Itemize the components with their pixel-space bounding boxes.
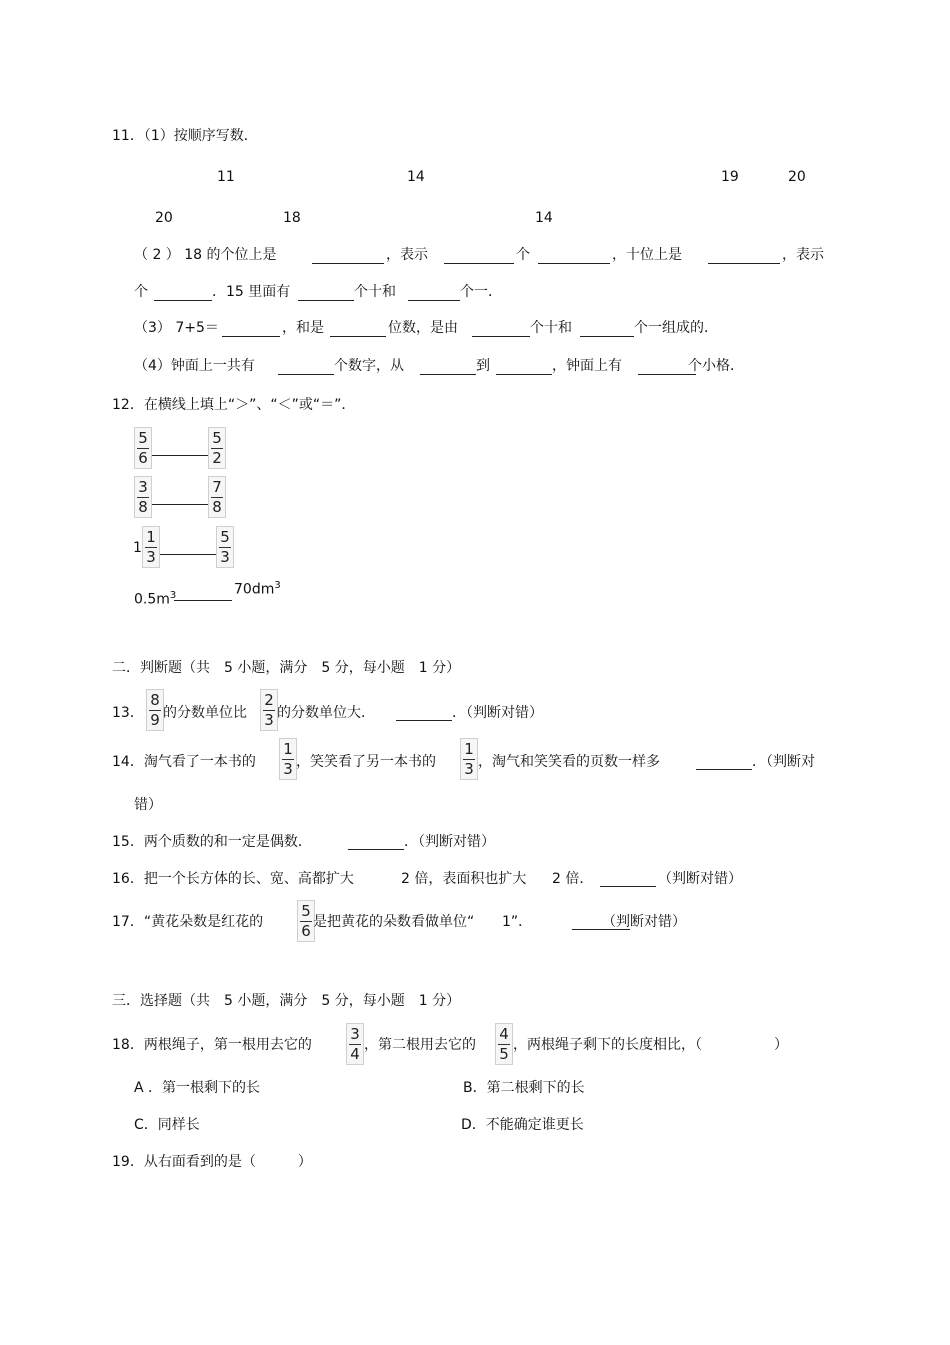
q11-3-text: 位数，是由: [388, 320, 458, 336]
answer-blank[interactable]: [600, 886, 656, 887]
q11-3-text: ，和是: [282, 320, 324, 336]
answer-blank[interactable]: [298, 300, 354, 301]
q11-3-text: 个一组成的．: [634, 320, 718, 336]
q11-2-text: （ 2 ） 18 的个位上是: [134, 247, 277, 263]
answer-blank[interactable]: [420, 374, 476, 375]
fraction: 8 9: [146, 689, 164, 731]
seq-number: 20: [788, 169, 806, 185]
q11-4-text: 个小格．: [688, 358, 744, 374]
q11-2-text: ．15 里面有: [212, 284, 291, 300]
answer-blank[interactable]: [696, 769, 752, 770]
mixed-number-whole: 1: [133, 540, 142, 556]
fraction: 7 8: [208, 476, 226, 518]
fraction: 1 3: [142, 526, 160, 568]
answer-blank[interactable]: [444, 263, 514, 264]
q13-text: 的分数单位大．: [277, 705, 375, 721]
seq-number: 14: [407, 169, 425, 185]
q17-text: （判断对错）: [602, 914, 686, 930]
q11-2-text: ，表示: [782, 247, 824, 263]
option-c[interactable]: C．同样长: [134, 1117, 200, 1133]
answer-blank[interactable]: [538, 263, 610, 264]
answer-blank[interactable]: [160, 554, 216, 555]
q18-text: ，第二根用去它的: [364, 1037, 476, 1053]
seq-number: 11: [217, 169, 235, 185]
q15-text: 15．两个质数的和一定是偶数．: [112, 834, 312, 850]
answer-blank[interactable]: [174, 600, 232, 601]
q11-4-text: ，钟面上有: [552, 358, 622, 374]
section-heading: 二．判断题（共 5 小题，满分 5 分，每小题 1 分）: [112, 660, 461, 676]
q13-text: ．（判断对错）: [452, 705, 543, 721]
q14-text: ，笑笑看了另一本书的: [296, 754, 436, 770]
q17-text: 17．“黄花朵数是红花的: [112, 914, 264, 930]
fraction: 3 8: [134, 476, 152, 518]
q11-2-text: ，十位上是: [612, 247, 682, 263]
q11-2-text: 个: [516, 247, 530, 263]
section-heading: 三．选择题（共 5 小题，满分 5 分，每小题 1 分）: [112, 993, 461, 1009]
seq-number: 18: [283, 210, 301, 226]
option-d[interactable]: D．不能确定谁更长: [461, 1117, 584, 1133]
q15-text: ．（判断对错）: [404, 834, 495, 850]
q11-2-text: 个: [134, 284, 148, 300]
answer-blank[interactable]: [396, 720, 452, 721]
q19-text: 19．从右面看到的是（ ）: [112, 1154, 312, 1170]
volume-left: $0.5m^3$: [134, 590, 177, 608]
seq-number: 19: [721, 169, 739, 185]
answer-blank[interactable]: [330, 336, 386, 337]
seq-number: 14: [535, 210, 553, 226]
q14-text: 错）: [134, 797, 162, 813]
fraction: 1 3: [460, 738, 478, 780]
q11-3-text: 个十和: [530, 320, 572, 336]
answer-blank[interactable]: [152, 504, 208, 505]
fraction: 1 3: [279, 738, 297, 780]
fraction: 5 6: [297, 900, 315, 942]
answer-blank[interactable]: [348, 849, 404, 850]
answer-blank[interactable]: [154, 300, 212, 301]
q14-text: 14．淘气看了一本书的: [112, 754, 256, 770]
q16-text: 2 倍，表面积也扩大: [401, 871, 527, 887]
q11-2-text: ，表示: [386, 247, 428, 263]
q11-3-text: （3） 7+5＝: [134, 320, 219, 336]
answer-blank[interactable]: [472, 336, 530, 337]
q14-text: ．（判断对: [752, 754, 815, 770]
q18-text: ，两根绳子剩下的长度相比，（: [513, 1037, 702, 1053]
answer-blank[interactable]: [278, 374, 334, 375]
fraction: 5 6: [134, 427, 152, 469]
answer-blank[interactable]: [580, 336, 634, 337]
q18-text: ）: [774, 1037, 788, 1053]
fraction: 4 5: [495, 1023, 513, 1065]
q16-text: 16．把一个长方体的长、宽、高都扩大: [112, 871, 354, 887]
q11-4-text: （4）钟面上一共有: [134, 358, 255, 374]
q11-2-text: 个十和: [354, 284, 396, 300]
answer-blank[interactable]: [496, 374, 552, 375]
seq-number: 20: [155, 210, 173, 226]
answer-blank[interactable]: [222, 336, 280, 337]
q16-text: 2 倍．: [552, 871, 594, 887]
fraction: 3 4: [346, 1023, 364, 1065]
option-b[interactable]: B．第二根剩下的长: [463, 1080, 585, 1096]
q18-text: 18．两根绳子，第一根用去它的: [112, 1037, 312, 1053]
q17-text: 是把黄花的朵数看做单位“: [313, 914, 475, 930]
fraction: 2 3: [260, 689, 278, 731]
q13-text: 13．: [112, 705, 144, 721]
fraction: 5 3: [216, 526, 234, 568]
q16-text: （判断对错）: [658, 871, 742, 887]
q12-title: 12．在横线上填上“＞”、“＜”或“＝”．: [112, 397, 356, 413]
q11-4-text: 到: [476, 358, 490, 374]
q13-text: 的分数单位比: [163, 705, 247, 721]
q11-2-text: 个一．: [460, 284, 502, 300]
answer-blank[interactable]: [152, 455, 208, 456]
answer-blank[interactable]: [312, 263, 384, 264]
q11-title: 11．（1）按顺序写数．: [112, 128, 258, 144]
q11-4-text: 个数字，从: [334, 358, 404, 374]
fraction: 5 2: [208, 427, 226, 469]
q14-text: ，淘气和笑笑看的页数一样多: [478, 754, 660, 770]
option-a[interactable]: A ．第一根剩下的长: [134, 1080, 261, 1096]
volume-right: $70dm^3$: [234, 580, 281, 598]
answer-blank[interactable]: [708, 263, 780, 264]
answer-blank[interactable]: [408, 300, 460, 301]
q17-text: 1”．: [502, 914, 533, 930]
